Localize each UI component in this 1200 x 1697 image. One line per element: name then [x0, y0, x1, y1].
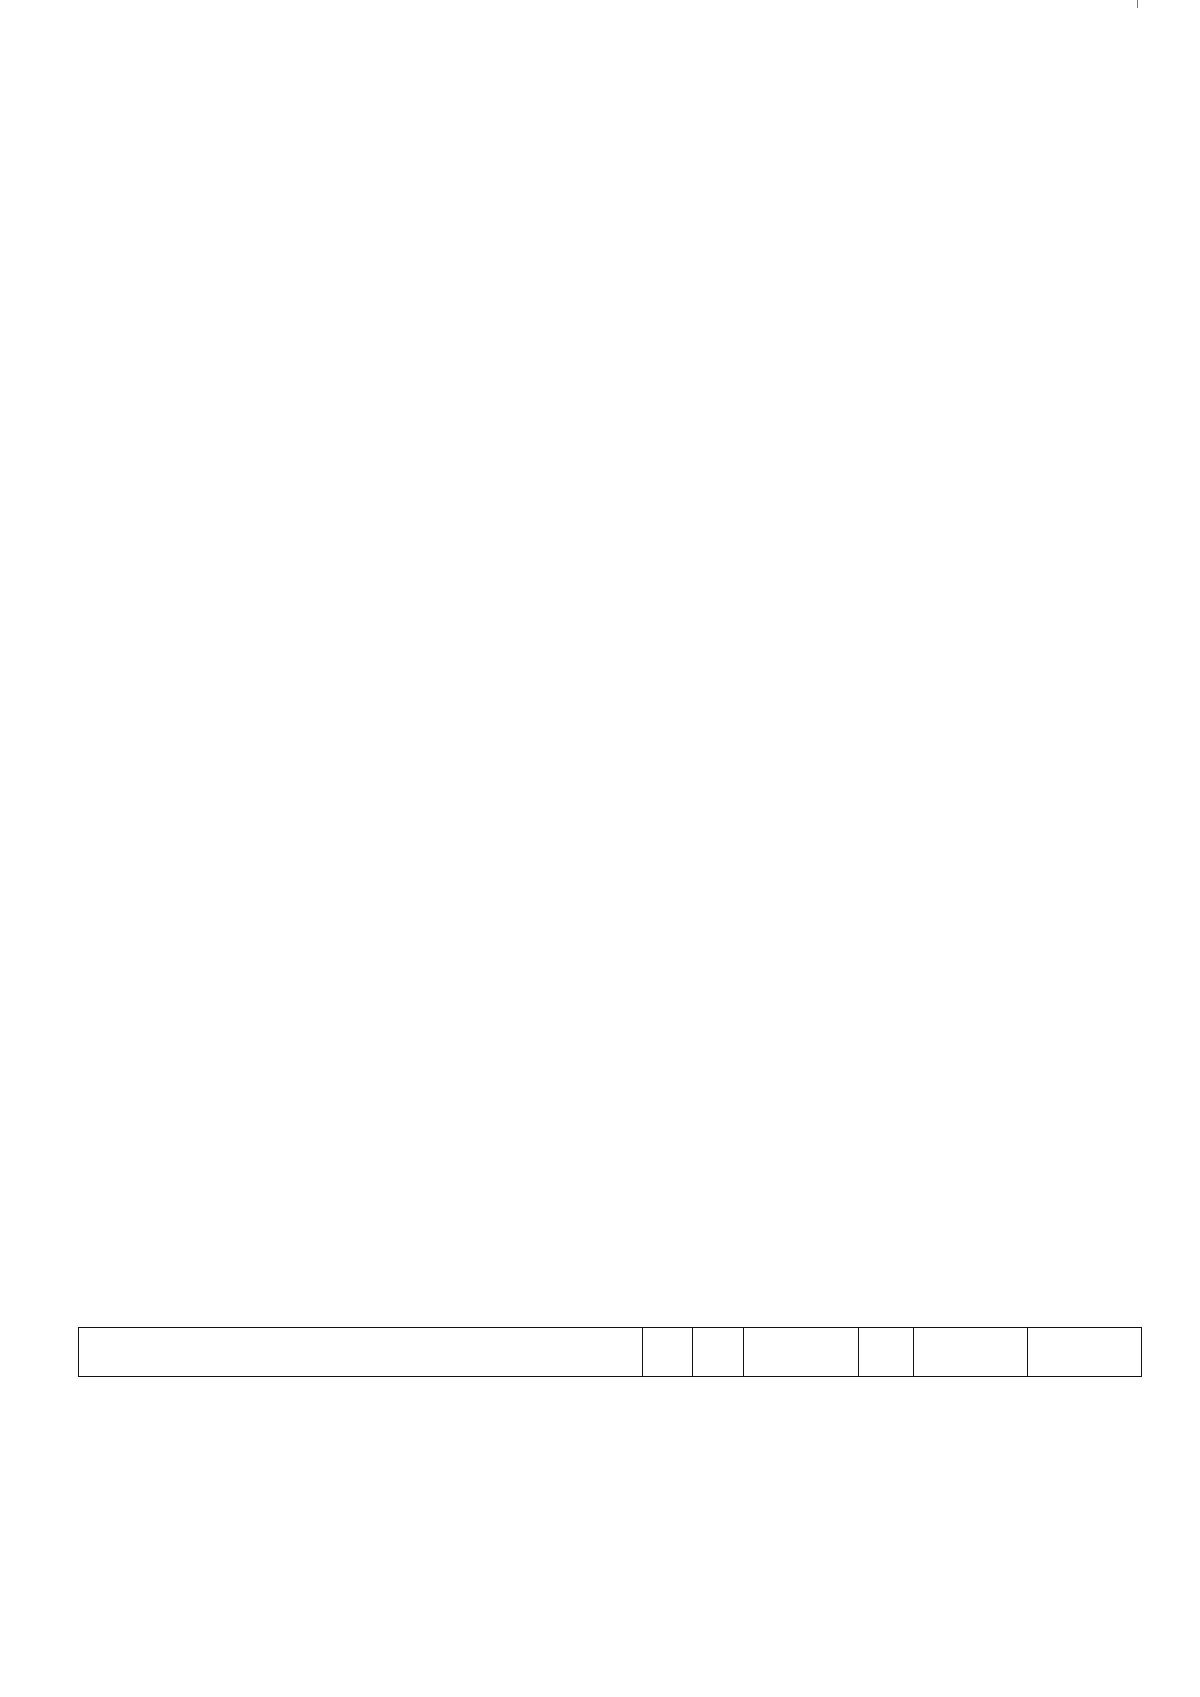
header-pr — [693, 1328, 744, 1377]
header-vr — [859, 1328, 914, 1377]
header-name — [79, 1328, 643, 1377]
table-header-row — [79, 1328, 1142, 1377]
scan-edge-mark — [1137, 0, 1138, 8]
allocation-table — [78, 1327, 1142, 1377]
header-sum-2026 — [1028, 1328, 1142, 1377]
header-sum-2025 — [914, 1328, 1028, 1377]
header-rz — [642, 1328, 693, 1377]
header-csr — [744, 1328, 859, 1377]
